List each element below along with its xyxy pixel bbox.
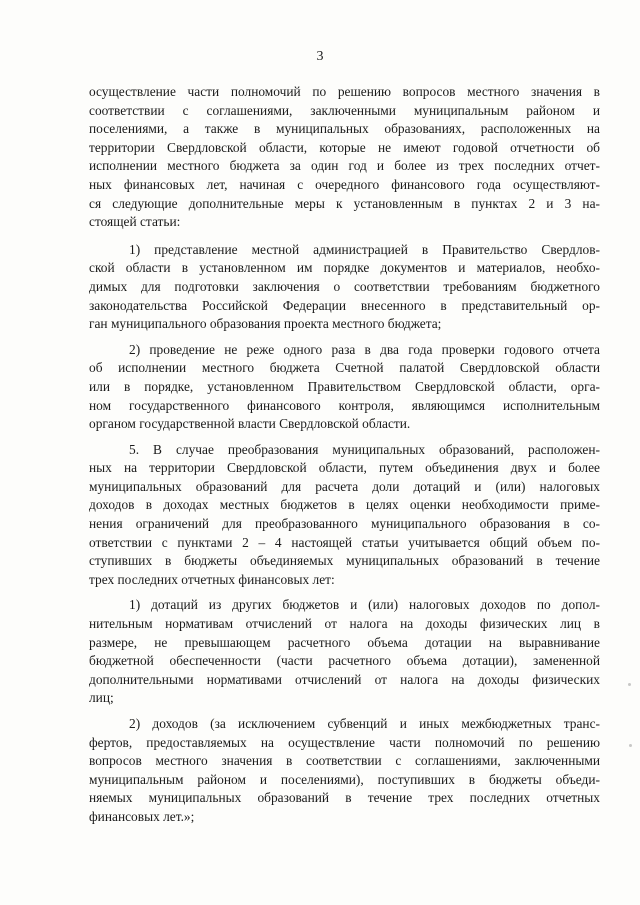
text-line: 2) доходов (за исключением субвенций и иных межбюджетных транс- [129, 716, 600, 731]
text-line: ган муниципального образования проекта местного бюджета; [89, 316, 442, 332]
text-line: бюджетной обеспеченности (части расчетного объема дотации), замененной [89, 653, 600, 669]
document-body [89, 83, 600, 834]
text-line: стоящей статьи: [89, 214, 181, 230]
paragraph-intro-continuation [89, 83, 600, 232]
text-line: об исполнении местного бюджета Счетной палатой Свердловской области [89, 360, 600, 376]
text-line: нения ограничений для преобразованного муниципального образования в со- [89, 516, 600, 532]
text-line: дополнительными нормативами отчислений от налога на доходы физических [89, 671, 600, 687]
text-line: территории Свердловской области, которые не имеют годовой отчетности об [89, 139, 600, 155]
text-line: ных на территории Свердловской области, путем объединения двух и более [89, 460, 600, 476]
text-line: ской области в установленном им порядке документов и материалов, необхо- [89, 260, 600, 276]
text-line: нительным нормативам отчислений от налога на доходы физических лиц в [89, 616, 600, 632]
text-line: лиц; [89, 690, 114, 706]
text-line: размере, не превышающем расчетного объема дотации на выравнивание [89, 634, 600, 650]
paragraph-point-5-transformation [89, 441, 600, 590]
text-line: ответствии с пунктами 2 – 4 настоящей статьи учитывается общий объем по- [89, 534, 600, 550]
text-line: или в порядке, установленном Правительством Свердловской области, орга- [89, 378, 600, 394]
text-line: ных финансовых лет, начиная с очередного финансового года осуществляют- [89, 176, 600, 192]
paragraph-item-2-audit [89, 341, 600, 434]
text-line: ступивших в бюджеты объединяемых муниципальных образований в течение [89, 553, 600, 569]
text-line: муниципальным районом и поселениями), поступивших в бюджеты объеди- [89, 771, 600, 787]
text-line: вопросов местного значения в соответствии с соглашениями, заключенными [89, 753, 600, 769]
text-line: трех последних отчетных финансовых лет: [89, 571, 335, 587]
text-line: 5. В случае преобразования муниципальных образований, расположен- [129, 441, 600, 457]
text-line: димых для подготовки заключения о соответствии требованиям бюджетного [89, 278, 600, 294]
text-line: фертов, предоставляемых на осуществление части полномочий по решению [89, 734, 600, 750]
paragraph-point-5-item-1 [89, 596, 600, 708]
paragraph-point-5-item-2 [89, 715, 600, 827]
text-line: осуществление части полномочий по решению вопросов местного значения в [89, 84, 600, 99]
text-line: няемых муниципальных образований в течение трех последних отчетных [89, 790, 600, 806]
text-line: исполнении местного бюджета за один год и более из трех последних отчет- [89, 158, 600, 174]
page-number: 3 [316, 49, 324, 64]
text-line: ся следующие дополнительные меры к установленным в пунктах 2 и 3 на- [89, 195, 600, 211]
text-line: ном государственного финансового контроля, являющимся исполнительным [89, 397, 600, 413]
scan-speck [629, 744, 632, 747]
text-line: финансовых лет.»; [89, 808, 195, 824]
text-line: муниципальных образований для расчета доли дотаций и (или) налоговых [89, 478, 600, 494]
text-line: 1) дотаций из других бюджетов и (или) налоговых доходов по допол- [129, 597, 600, 613]
paragraph-item-1-administration [89, 241, 600, 334]
scan-speck [628, 683, 631, 686]
text-line: поселениями, а также в муниципальных образованиях, расположенных на [89, 121, 600, 137]
text-line: законодательства Российской Федерации внесенного в представительный ор- [89, 297, 600, 313]
text-line: органом государственной власти Свердловской области. [89, 416, 411, 432]
text-line: соответствии с соглашениями, заключенными муниципальным районом и [89, 102, 600, 118]
text-line: доходов в доходах местных бюджетов в целях оценки необходимости приме- [89, 497, 600, 513]
text-line: 2) проведение не реже одного раза в два года проверки годового отчета [129, 341, 600, 357]
text-line: 1) представление местной администрацией в Правительство Свердлов- [129, 241, 600, 257]
